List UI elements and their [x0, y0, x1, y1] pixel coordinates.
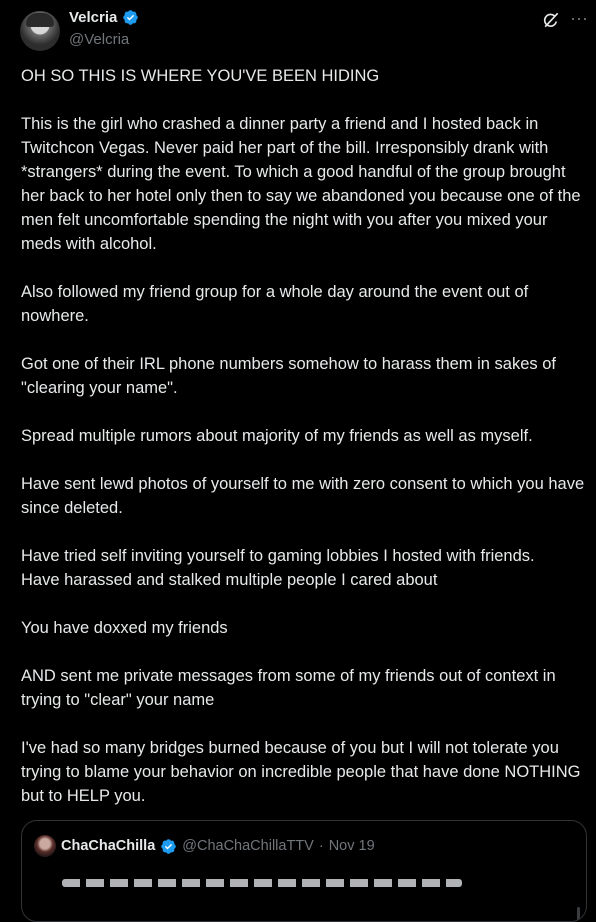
tweet-paragraph: AND sent me private messages from some of my friends out of context in trying to "clear" your name [21, 667, 556, 709]
author-name-row [69, 9, 139, 26]
tweet-header [0, 0, 596, 60]
more-options-icon[interactable]: ··· [570, 8, 588, 28]
verified-badge-icon [160, 838, 177, 855]
tweet-body [21, 64, 591, 832]
quoted-author-handle: @ChaChaChillaTTV [182, 838, 314, 854]
quoted-author-avatar [34, 835, 56, 857]
quoted-scrollbar[interactable] [577, 907, 580, 921]
tweet-paragraph: You have doxxed my friends [21, 619, 228, 637]
quoted-media-preview [62, 879, 462, 887]
tweet-paragraph: Also followed my friend group for a whole day around the event out of nowhere. [21, 283, 529, 325]
tweet-paragraph: Spread multiple rumors about majority of my friends as well as myself. [21, 427, 533, 445]
author-handle[interactable]: @Velcria [69, 31, 130, 48]
quoted-tweet-header [34, 835, 375, 857]
verified-badge-icon [122, 9, 139, 26]
tweet-paragraph: I've had so many bridges burned because of you but I will not tolerate you trying to blame your behavior on incredible people that have done NOTHING but to HELP you. [21, 739, 581, 805]
quoted-author-display-name: ChaChaChilla [61, 838, 156, 854]
author-avatar[interactable] [20, 11, 60, 51]
quoted-tweet[interactable] [21, 820, 587, 922]
quoted-date: Nov 19 [328, 838, 375, 854]
tweet-paragraph: Got one of their IRL phone numbers somehow to harass them in sakes of "clearing your name". [21, 355, 557, 397]
tweet-paragraph: Have sent lewd photos of yourself to me with zero consent to which you have since deleted. [21, 475, 585, 517]
author-display-name[interactable]: Velcria [69, 9, 118, 26]
tweet-paragraph: OH SO THIS IS WHERE YOU'VE BEEN HIDING [21, 67, 380, 85]
grok-icon[interactable] [541, 10, 561, 30]
quoted-separator: · [318, 838, 324, 854]
tweet-paragraph: This is the girl who crashed a dinner party a friend and I hosted back in Twitchcon Vegas. Never paid her part of the bill. Irresponsibly drank with *strangers* during the event. To which a good handful of the group brought her back to her hotel only then to say we abandoned you because one of the men felt uncomfortable spending the night with you after you mixed your meds with alcohol. [21, 115, 581, 253]
tweet-paragraph: Have tried self inviting yourself to gaming lobbies I hosted with friends. Have harassed and stalked multiple people I cared about [21, 547, 535, 589]
